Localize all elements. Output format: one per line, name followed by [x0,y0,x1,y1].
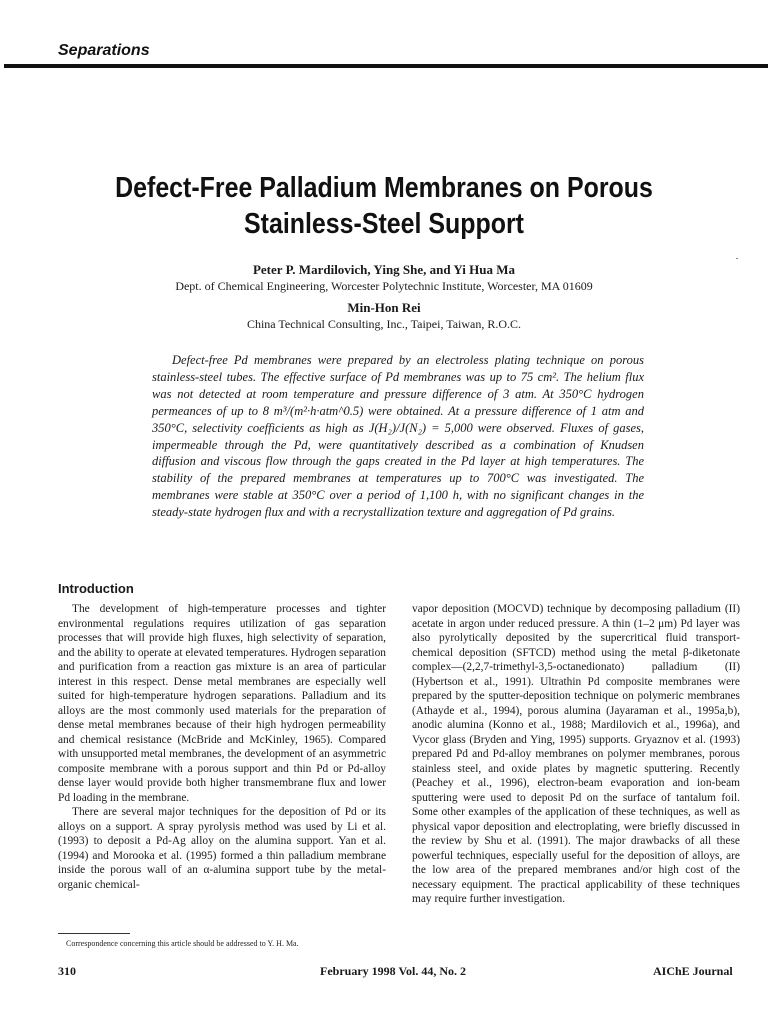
introduction-heading: Introduction [58,581,134,596]
paragraph: vapor deposition (MOCVD) technique by decomposing palladium (II) acetate in argon under reduced pressure. A thin (1–2 μm) Pd layer was also pyrolytically deposited by the supercritical fluid transport-chemical deposition (SFTCD) method using the metal β-diketonate complex—(2,2,7-trimethyl-3,5-octanedionato) palladium (II) (Hybertson et al., 1991). Ultrathin Pd composite membranes were prepared by the sputter-deposition technique on polymeric membranes (Athayde et al., 1994), porous alumina (Jayaraman et al., 1995a,b), anodic alumina (Konno et al., 1988; Mardilovich et al., 1996a), and Vycor glass (Bryden and Ying, 1995) supports. Gryaznov et al. (1993) prepared Pd and Pd-alloy membranes on polymer membranes, porous stainless steel, and oxide plates by magnetic sputtering. Recently (Peachey et al., 1996), electron-beam evaporation and ion-beam sputtering were used to deposit Pd on the surface of tantalum foil. Some other examples of the application of these techniques, as well as physical vapor deposition and electroplating, were briefly discussed in the review by Shu et al. (1991). The major drawbacks of all these powerful techniques, especially useful for the deposition of alloys, are the low area of the prepared membranes and/or high cost of the necessary equipment. The practical applicability of these techniques may require further investigation. [412,603,740,905]
paragraph: The development of high-temperature processes and tighter environmental regulations requires utilization of gas separation processes that will provide high fluxes, high selectivity of separation, and the ability to operate at elevated temperatures. Hydrogen separation and purification from a reaction gas mixture is an area of particular interest in this respect. Dense metal membranes are especially well suited for high-temperature hydrogen separations. Palladium and its alloys are the most commonly used materials for the preparation of dense metal membranes because of their high hydrogen permeability and chemical resistance (McBride and McKinley, 1965). Compared with unsupported metal membranes, the development of an asymmetric composite membrane with a porous support and thin Pd or Pd-alloy dense layer would provide both higher transmembrane flux and lower Pd loading in the membrane. [58,603,386,804]
second-author: Min-Hon Rei [347,300,421,315]
issue-info: February 1998 Vol. 44, No. 2 [320,964,467,978]
header-rule [4,64,768,68]
left-column [58,602,386,892]
footnote-rule [58,933,130,934]
paragraph: There are several major techniques for the deposition of Pd or its alloys on a support. A spray pyrolysis method was used by Li et al. (1993) to deposit a Pd-Ag alloy on the alumina support. Yan et al. (1994) and Morooka et al. (1995) formed a thin palladium membrane inside the porous wall of an α-alumina support tube by the metal-organic chemical- [58,806,386,891]
authors: Peter P. Mardilovich, Ying She, and Yi Hua Ma [252,262,516,277]
footnote: Correspondence concerning this article should be addressed to Y. H. Ma. [66,939,299,948]
article-title: Defect-Free Palladium Membranes on Porous Stainless-Steel Support [115,172,653,240]
second-affiliation: China Technical Consulting, Inc., Taipei, Taiwan, R.O.C. [246,317,522,331]
abstract: Defect-free Pd membranes were prepared by an electroless plating technique on porous stainless-steel tubes. The effective surface of Pd membranes was up to 75 cm². The helium flux was not detected at room temperature and pressure difference of 3 atm. At 350°C hydrogen permeances of up to 8 m³/(m²·h·atm^0.5) were obtained. At a pressure difference of 1 atm and 350°C, selectivity coefficients as high as J(H₂)/J(N₂) = 5,000 were observed. Fluxes of gases, impermeable through the Pd, were quantitatively described as a combination of Knudsen diffusion and viscous flow through the gaps created in the Pd layer at high temperatures. The stability of the prepared membranes at temperatures up to 700°C was investigated. The membranes were stable at 350°C over a period of 1,100 h, with no significant changes in the steady-state hydrogen flux and with a recrystallization texture and aggregation of Pd grains. [152,353,644,520]
affiliation: Dept. of Chemical Engineering, Worcester Polytechnic Institute, Worcester, MA 01609 [175,279,593,293]
scan-mark [736,258,738,259]
journal-name: AIChE Journal [653,964,733,978]
right-column [412,602,740,907]
section-label: Separations [58,42,150,59]
page-number: 310 [58,964,76,978]
